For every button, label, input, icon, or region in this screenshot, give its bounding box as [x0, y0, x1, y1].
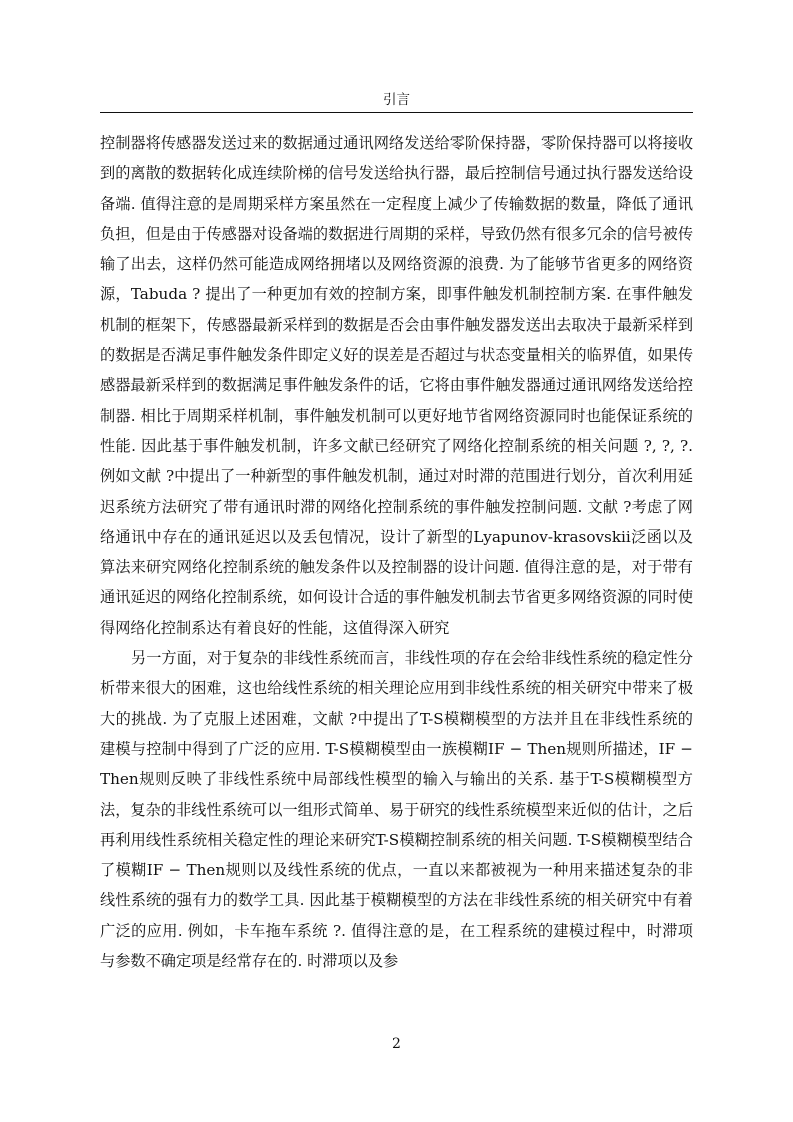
page-number: 2	[392, 1036, 401, 1052]
header-rule	[100, 112, 693, 113]
paragraph: 控制器将传感器发送过来的数据通过通讯网络发送给零阶保持器，零阶保持器可以将接收到的离散的数据转化成连续阶梯的信号发送给执行器，最后控制信号通过执行器发送给设备端. 值得注意的是周期采样方案虽然在一定程度上减少了传输数据的数量，降低了通讯负担，但是由于传感器对设备端的数据进行周期的采样，导致仍然有很多冗余的信号被传输了出去，这样仍然可能造成网络拥堵以及网络资源的浪费. 为了能够节省更多的网络资源，Tabuda ? 提出了一种更加有效的控制方案，即事件触发机制控制方案. 在事件触发机制的框架下，传感器最新采样到的数据是否会由事件触发器发送出去取决于最新采样到的数据是否满足事件触发条件即定义好的误差是否超过与状态变量相关的临界值，如果传感器最新采样到的数据满足事件触发条件的话，它将由事件触发器通过通讯网络发送给控制器. 相比于周期采样机制，事件触发机制可以更好地节省网络资源同时也能保证系统的性能. 因此基于事件触发机制，许多文献已经研究了网络化控制系统的相关问题 ?, ?, ?. 例如文献 ?中提出了一种新型的事件触发机制，通过对时滞的范围进行划分，首次利用延迟系统方法研究了带有通讯时滞的网络化控制系统的事件触发控制问题. 文献 ?考虑了网络通讯中存在的通讯延迟以及丢包情况，设计了新型的Lyapunov-krasovskii泛函以及算法来研究网络化控制系统的触发条件以及控制器的设计问题. 值得注意的是，对于带有通讯延迟的网络化控制系统，如何设计合适的事件触发机制去节省更多网络资源的同时使得网络化控制系达有着良好的性能，这值得深入研究	[100, 134, 693, 637]
running-header: 引言	[383, 92, 410, 108]
body-text	[100, 128, 693, 976]
paragraph: 另一方面，对于复杂的非线性系统而言，非线性项的存在会给非线性系统的稳定性分析带来很大的困难，这也给线性系统的相关理论应用到非线性系统的相关研究中带来了极大的挑战. 为了克服上述困难，文献 ?中提出了T-S模糊模型的方法并且在非线性系统的建模与控制中得到了广泛的应用. T-S模糊模型由一族模糊IF − Then规则所描述，IF − Then规则反映了非线性系统中局部线性模型的输入与输出的关系. 基于T-S模糊模型方法，复杂的非线性系统可以一组形式简单、易于研究的线性系统模型来近似的估计，之后再利用线性系统相关稳定性的理论来研究T-S模糊控制系统的相关问题. T-S模糊模型结合了模糊IF − Then规则以及线性系统的优点，一直以来都被视为一种用来描述复杂的非线性系统的强有力的数学工具. 因此基于模糊模型的方法在非线性系统的相关研究中有着广泛的应用. 例如，卡车拖车系统 ?. 值得注意的是，在工程系统的建模过程中，时滞项与参数不确定项是经常存在的. 时滞项以及参	[100, 649, 693, 971]
